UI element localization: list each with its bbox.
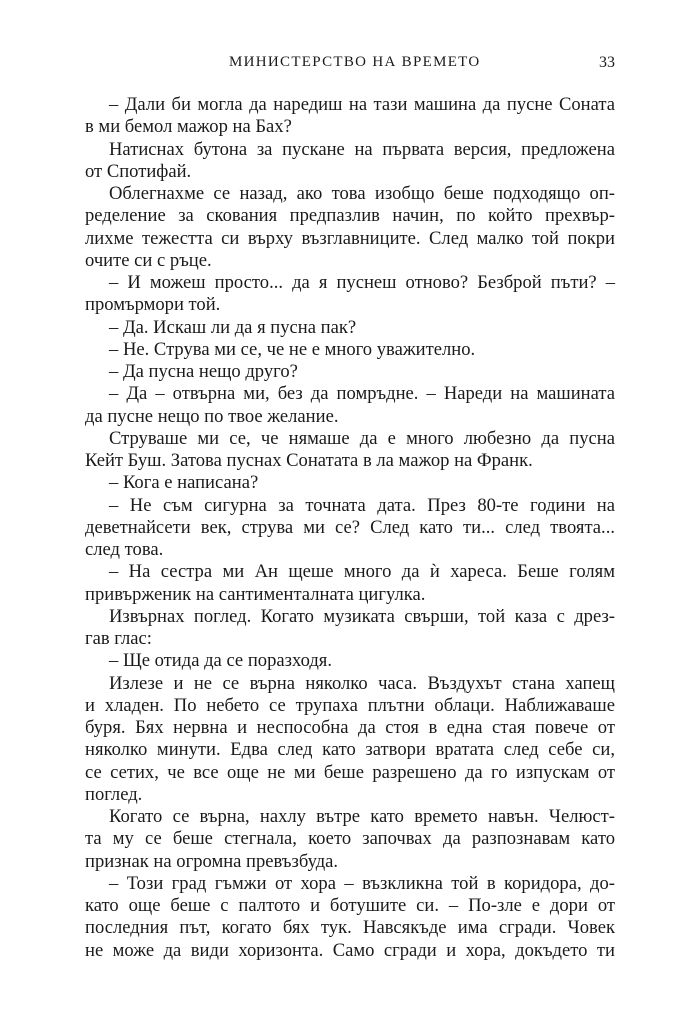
body-text [85,94,615,962]
text-line: очите си с ръце. [85,249,212,271]
text-line: след това. [85,539,164,560]
text-line: Облегнахме се назад, ако това изобщо беше подходящо оп- [109,183,615,204]
text-line: деветнайсети век, струва ми се? След като ти... след твоята... [85,516,615,538]
text-line: последния път, когато бях тук. Навсякъде има сгради. Човек [85,917,615,939]
page-number: 33 [599,54,615,71]
text-line: – Не съм сигурна за точната дата. През 80-те години на [109,494,615,516]
running-head: МИНИСТЕРСТВО НА ВРЕМЕТО [229,54,481,70]
text-line: Струваше ми се, че нямаше да е много любезно да пусна [109,427,615,449]
text-line: Когато се върна, нахлу вътре като времето навън. Челюст- [109,806,615,827]
text-line: няколко минути. Едва след като затвори вратата след себе си, [85,739,615,761]
text-line: буря. Бях нервна и неспособна да стоя в една стая повече от [85,717,615,738]
page-header [85,54,615,80]
text-line: от Спотифай. [85,160,192,182]
text-line: – Не. Струва ми се, че не е много уважително. [109,338,476,360]
text-line: привърженик на сантименталната цигулка. [85,583,426,605]
text-line: – Кога е написана? [109,472,259,494]
text-line: лихме тежестта си върху възглавниците. След малко той покри [85,227,615,249]
text-line: – Този град гъмжи от хора – възкликна той в коридора, до- [109,872,615,894]
text-line: – Да пусна нещо друго? [109,361,298,382]
text-line: ределение за скования предпазлив начин, по който прехвър- [85,205,615,227]
text-line: поглед. [85,783,143,805]
text-line: та му се беше стегнала, което започвах да разпознавам като [85,828,615,850]
text-line: Кейт Буш. Затова пуснах Сонатата в ла мажор на Франк. [85,450,533,471]
text-line: – И можеш просто... да я пуснеш отново? Безброй пъти? – [109,272,615,293]
text-line: – Да – отвърна ми, без да помръдне. – Нареди на машината [109,383,615,405]
text-line: Излезе и не се върна няколко часа. Въздухът стана хапещ [109,672,615,694]
text-line: – Дали би могла да наредиш на тази машина да пусне Соната [109,94,615,115]
text-line: гав глас: [85,628,152,649]
text-line: не може да види хоризонта. Само сгради и хора, докъдето ти [85,939,615,961]
text-line: да пусне нещо по твое желание. [85,405,339,427]
text-line: и хладен. По небето се трупаха плътни облаци. Наближаваше [85,694,615,716]
text-line: като още беше с палтото и ботушите си. – По-зле е дори от [85,895,615,916]
text-line: промърмори той. [85,294,221,316]
text-line: – На сестра ми Ан щеше много да ѝ хареса. Беше голям [109,561,615,583]
text-line: в ми бемол мажор на Бах? [85,116,292,138]
text-line: – Да. Искаш ли да я пусна пак? [109,316,357,338]
text-line: се сетих, че все още не ми беше разрешено да го изпускам от [85,761,615,783]
text-line: признак на огромна превъзбуда. [85,850,339,872]
text-line: Извърнах поглед. Когато музиката свърши, той каза с дрез- [109,605,615,627]
text-line: – Ще отида да се поразходя. [109,650,332,672]
text-line: Натиснах бутона за пускане на първата версия, предложена [109,138,615,160]
